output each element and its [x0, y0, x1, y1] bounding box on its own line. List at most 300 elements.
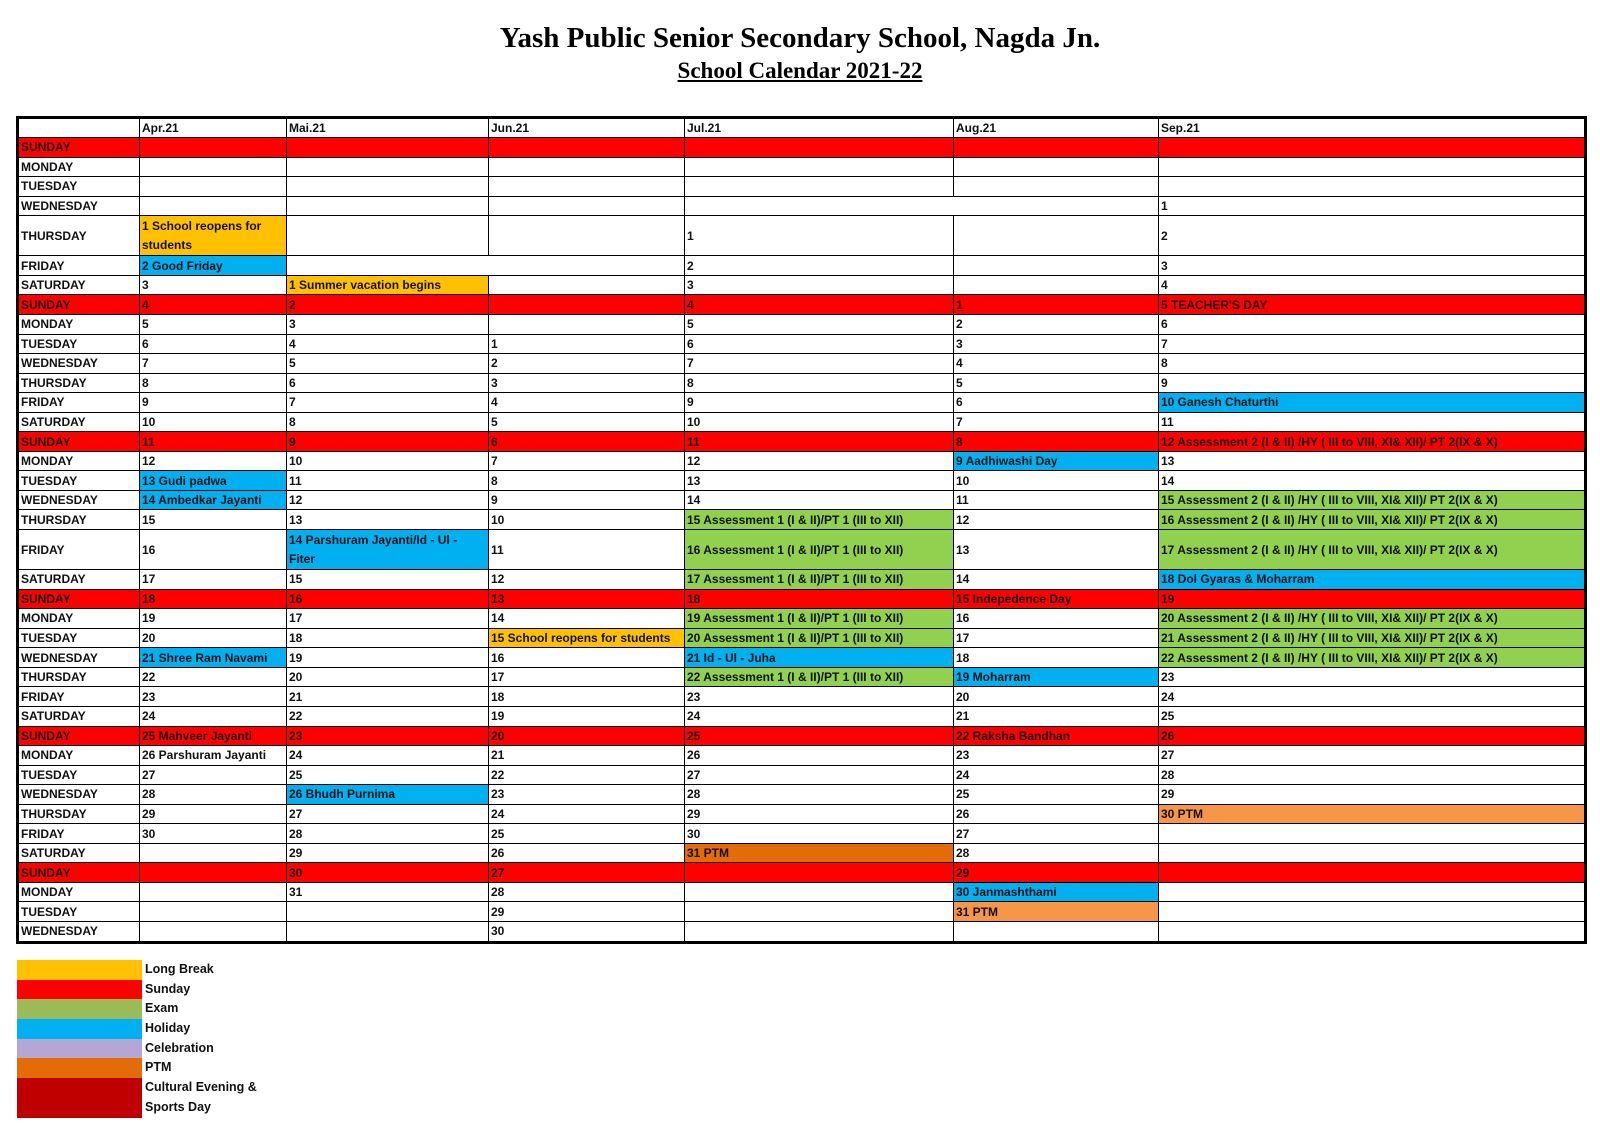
day-cell — [685, 177, 954, 197]
week-day-row — [18, 570, 1586, 590]
day-cell: 3 — [1159, 256, 1586, 276]
day-cell: 23 — [1159, 667, 1586, 687]
day-cell: 11 — [685, 432, 954, 452]
week-day-row — [18, 589, 1586, 609]
weekday-label: MONDAY — [18, 609, 140, 629]
day-cell: 24 — [287, 746, 489, 766]
day-cell: 1 School reopens for students — [140, 216, 287, 256]
day-cell — [489, 157, 685, 177]
day-cell: 5 — [685, 314, 954, 334]
day-cell: 30 — [685, 824, 954, 844]
day-cell: 21 — [287, 687, 489, 707]
day-cell: 1 — [489, 334, 685, 354]
day-cell: 9 — [140, 393, 287, 413]
day-cell: 13 — [1159, 451, 1586, 471]
day-cell: 26 — [1159, 726, 1586, 746]
week-day-row — [18, 921, 1586, 942]
day-cell — [140, 902, 287, 922]
day-cell: 9 — [685, 393, 954, 413]
legend-swatch — [17, 960, 142, 980]
day-cell: 15 Assessment 2 (I & II) /HY ( III to VIII, XI& XII)/ PT 2(IX & X) — [1159, 490, 1586, 510]
weekday-label: TUESDAY — [18, 902, 140, 922]
week-day-row — [18, 196, 1586, 216]
day-cell: 29 — [954, 863, 1159, 883]
week-day-row — [18, 412, 1586, 432]
day-cell: 19 — [489, 706, 685, 726]
day-cell: 6 — [140, 334, 287, 354]
day-cell: 9 Aadhiwashi Day — [954, 451, 1159, 471]
day-cell: 8 — [140, 373, 287, 393]
day-cell: 13 — [954, 529, 1159, 569]
week-day-row — [18, 177, 1586, 197]
day-cell: 23 — [489, 785, 685, 805]
day-cell: 29 — [1159, 785, 1586, 805]
day-cell — [140, 882, 287, 902]
day-cell: 16 — [140, 529, 287, 569]
day-cell — [954, 275, 1159, 295]
day-cell: 25 — [489, 824, 685, 844]
school-title: Yash Public Senior Secondary School, Nagda Jn. — [499, 22, 1101, 54]
day-cell: 24 — [954, 765, 1159, 785]
weekday-label: MONDAY — [18, 746, 140, 766]
day-cell: 13 — [287, 510, 489, 530]
day-cell: 20 — [954, 687, 1159, 707]
week-day-row — [18, 706, 1586, 726]
legend-label: Long Break — [145, 962, 214, 976]
day-cell: 1 — [954, 295, 1159, 315]
day-cell: 17 — [489, 667, 685, 687]
day-cell: 11 — [954, 490, 1159, 510]
day-cell — [489, 196, 685, 216]
day-cell: 3 — [954, 334, 1159, 354]
weekday-label: SATURDAY — [18, 412, 140, 432]
day-cell: 14 Ambedkar Jayanti — [140, 490, 287, 510]
day-cell: 7 — [685, 354, 954, 374]
day-cell: 28 — [287, 824, 489, 844]
day-cell — [1159, 843, 1586, 863]
month-header: Jun.21 — [489, 118, 685, 138]
week-day-row — [18, 667, 1586, 687]
month-header-row — [18, 118, 1586, 138]
day-cell: 15 — [140, 510, 287, 530]
day-cell: 3 — [287, 314, 489, 334]
day-cell: 25 — [954, 785, 1159, 805]
weekday-label: MONDAY — [18, 314, 140, 334]
day-cell — [489, 216, 685, 256]
weekday-label: SATURDAY — [18, 706, 140, 726]
legend-label: Holiday — [145, 1021, 191, 1036]
day-cell: 4 — [287, 334, 489, 354]
day-cell — [489, 295, 685, 315]
day-cell: 31 PTM — [685, 843, 954, 863]
weekday-label: MONDAY — [18, 882, 140, 902]
day-cell: 7 — [287, 393, 489, 413]
weekday-label: TUESDAY — [18, 765, 140, 785]
day-cell: 18 — [287, 628, 489, 648]
day-cell — [954, 256, 1159, 276]
weekday-label: WEDNESDAY — [18, 921, 140, 942]
day-cell: 1 — [1159, 196, 1586, 216]
day-cell — [954, 138, 1159, 158]
day-cell — [140, 921, 287, 942]
day-cell: 7 — [1159, 334, 1586, 354]
day-cell: 28 — [685, 785, 954, 805]
day-cell: 11 — [287, 471, 489, 491]
day-cell — [287, 196, 489, 216]
weekday-label: THURSDAY — [18, 804, 140, 824]
day-cell: 25 — [685, 726, 954, 746]
day-cell: 11 — [489, 529, 685, 569]
day-cell: 4 — [954, 354, 1159, 374]
week-day-row — [18, 510, 1586, 530]
day-cell: 13 — [685, 471, 954, 491]
day-cell: 13 — [489, 589, 685, 609]
week-day-row — [18, 785, 1586, 805]
day-cell: 7 — [954, 412, 1159, 432]
weekday-label: FRIDAY — [18, 824, 140, 844]
day-cell — [1159, 157, 1586, 177]
day-cell: 18 Dol Gyaras & Moharram — [1159, 570, 1586, 590]
weekday-label: TUESDAY — [18, 471, 140, 491]
day-cell: 1 Summer vacation begins — [287, 275, 489, 295]
day-cell: 19 — [287, 648, 489, 668]
day-cell: 30 PTM — [1159, 804, 1586, 824]
day-cell: 18 — [954, 648, 1159, 668]
calendar-table — [16, 116, 1587, 944]
weekday-label: SUNDAY — [18, 589, 140, 609]
day-cell: 28 — [1159, 765, 1586, 785]
weekday-label: THURSDAY — [18, 216, 140, 256]
day-cell — [954, 216, 1159, 256]
weekday-label: SUNDAY — [18, 432, 140, 452]
week-day-row — [18, 354, 1586, 374]
day-cell: 26 — [954, 804, 1159, 824]
day-cell: 18 — [685, 589, 954, 609]
day-cell — [140, 157, 287, 177]
day-cell — [954, 157, 1159, 177]
legend-label: Sunday — [145, 981, 191, 996]
day-cell: 2 Good Friday — [140, 256, 287, 276]
day-cell — [287, 138, 489, 158]
weekday-label: WEDNESDAY — [18, 196, 140, 216]
weekday-label: MONDAY — [18, 157, 140, 177]
day-cell: 21 — [489, 746, 685, 766]
day-cell — [685, 138, 954, 158]
day-cell: 19 Assessment 1 (I & II)/PT 1 (III to XII) — [685, 609, 954, 629]
day-cell: 18 — [140, 589, 287, 609]
legend-label: Exam — [145, 1001, 179, 1016]
weekday-label: SATURDAY — [18, 843, 140, 863]
day-cell — [140, 177, 287, 197]
day-cell: 15 Indepedence Day — [954, 589, 1159, 609]
legend-label: Sports Day — [145, 1099, 211, 1114]
week-day-row — [18, 295, 1586, 315]
weekday-label: SUNDAY — [18, 863, 140, 883]
weekday-label: SUNDAY — [18, 138, 140, 158]
day-cell: 12 Assessment 2 (I & II) /HY ( III to VIII, XI& XII)/ PT 2(IX & X) — [1159, 432, 1586, 452]
day-cell: 28 — [489, 882, 685, 902]
day-cell: 20 Assessment 2 (I & II) /HY ( III to VIII, XI& XII)/ PT 2(IX & X) — [1159, 609, 1586, 629]
day-cell — [685, 902, 954, 922]
day-cell: 2 — [954, 314, 1159, 334]
day-cell: 27 — [1159, 746, 1586, 766]
legend-label: Cultural Evening & — [145, 1080, 257, 1095]
day-cell — [287, 921, 489, 942]
day-cell: 14 — [489, 609, 685, 629]
day-cell: 23 — [287, 726, 489, 746]
day-cell — [685, 882, 954, 902]
day-cell: 22 Raksha Bandhan — [954, 726, 1159, 746]
day-cell: 21 Shree Ram Navami — [140, 648, 287, 668]
day-cell: 5 — [287, 354, 489, 374]
week-day-row — [18, 157, 1586, 177]
day-cell: 4 — [489, 393, 685, 413]
weekday-label: SUNDAY — [18, 726, 140, 746]
day-cell: 22 — [489, 765, 685, 785]
day-cell: 19 — [140, 609, 287, 629]
day-cell: 6 — [685, 334, 954, 354]
day-cell: 10 — [287, 451, 489, 471]
day-cell: 12 — [685, 451, 954, 471]
day-cell: 12 — [489, 570, 685, 590]
week-day-row — [18, 373, 1586, 393]
day-cell: 2 — [1159, 216, 1586, 256]
day-cell: 25 — [287, 765, 489, 785]
header-corner — [18, 118, 140, 138]
day-cell: 2 — [489, 354, 685, 374]
week-day-row — [18, 628, 1586, 648]
week-day-row — [18, 726, 1586, 746]
day-cell: 20 Assessment 1 (I & II)/PT 1 (III to XII) — [685, 628, 954, 648]
day-cell: 26 Bhudh Purnima — [287, 785, 489, 805]
day-cell: 24 — [685, 706, 954, 726]
day-cell: 24 — [140, 706, 287, 726]
day-cell: 10 — [489, 510, 685, 530]
day-cell: 8 — [685, 373, 954, 393]
day-cell — [287, 157, 489, 177]
week-day-row — [18, 609, 1586, 629]
week-day-row — [18, 824, 1586, 844]
day-cell: 10 — [954, 471, 1159, 491]
weekday-label: THURSDAY — [18, 510, 140, 530]
week-day-row — [18, 451, 1586, 471]
day-cell: 21 Assessment 2 (I & II) /HY ( III to VIII, XI& XII)/ PT 2(IX & X) — [1159, 628, 1586, 648]
month-header: Apr.21 — [140, 118, 287, 138]
day-cell: 23 — [140, 687, 287, 707]
day-cell — [287, 177, 489, 197]
day-cell: 23 — [954, 746, 1159, 766]
legend-swatch — [17, 1098, 142, 1118]
day-cell: 11 — [1159, 412, 1586, 432]
day-cell: 9 — [287, 432, 489, 452]
day-cell: 15 — [287, 570, 489, 590]
week-day-row — [18, 687, 1586, 707]
day-cell: 14 Parshuram Jayanti/Id - Ul - Fiter — [287, 529, 489, 569]
day-cell — [287, 256, 685, 276]
day-cell: 27 — [140, 765, 287, 785]
day-cell: 22 — [287, 706, 489, 726]
day-cell — [287, 216, 489, 256]
week-day-row — [18, 216, 1586, 256]
day-cell: 17 Assessment 2 (I & II) /HY ( III to VIII, XI& XII)/ PT 2(IX & X) — [1159, 529, 1586, 569]
day-cell: 30 Janmashthami — [954, 882, 1159, 902]
weekday-label: SUNDAY — [18, 295, 140, 315]
day-cell: 12 — [140, 451, 287, 471]
legend-swatch — [17, 1058, 142, 1078]
day-cell — [954, 177, 1159, 197]
day-cell: 29 — [287, 843, 489, 863]
legend-swatch — [17, 1078, 142, 1098]
day-cell: 30 — [287, 863, 489, 883]
day-cell: 26 Parshuram Jayanti — [140, 746, 287, 766]
weekday-label: WEDNESDAY — [18, 354, 140, 374]
day-cell: 18 — [489, 687, 685, 707]
day-cell: 8 — [287, 412, 489, 432]
month-header: Aug.21 — [954, 118, 1159, 138]
week-day-row — [18, 432, 1586, 452]
week-day-row — [18, 863, 1586, 883]
day-cell: 28 — [954, 843, 1159, 863]
day-cell: 10 Ganesh Chaturthi — [1159, 393, 1586, 413]
week-day-row — [18, 393, 1586, 413]
day-cell: 27 — [287, 804, 489, 824]
day-cell — [489, 275, 685, 295]
day-cell — [140, 196, 287, 216]
day-cell: 17 — [954, 628, 1159, 648]
day-cell: 4 — [1159, 275, 1586, 295]
day-cell — [1159, 902, 1586, 922]
weekday-label: SATURDAY — [18, 275, 140, 295]
day-cell: 8 — [954, 432, 1159, 452]
day-cell: 14 — [954, 570, 1159, 590]
week-day-row — [18, 804, 1586, 824]
legend-swatch — [17, 1019, 142, 1039]
legend-swatch — [17, 1039, 142, 1059]
day-cell: 26 — [685, 746, 954, 766]
weekday-label: MONDAY — [18, 451, 140, 471]
day-cell: 14 — [685, 490, 954, 510]
day-cell: 12 — [954, 510, 1159, 530]
day-cell: 22 Assessment 1 (I & II)/PT 1 (III to XII) — [685, 667, 954, 687]
day-cell: 29 — [140, 804, 287, 824]
weekday-label: THURSDAY — [18, 667, 140, 687]
day-cell: 24 — [489, 804, 685, 824]
weekday-label: FRIDAY — [18, 529, 140, 569]
day-cell: 16 Assessment 2 (I & II) /HY ( III to VIII, XI& XII)/ PT 2(IX & X) — [1159, 510, 1586, 530]
day-cell: 3 — [140, 275, 287, 295]
day-cell: 24 — [1159, 687, 1586, 707]
day-cell: 10 — [140, 412, 287, 432]
weekday-label: FRIDAY — [18, 393, 140, 413]
day-cell — [685, 863, 954, 883]
day-cell: 6 — [954, 393, 1159, 413]
day-cell: 15 School reopens for students — [489, 628, 685, 648]
day-cell: 15 Assessment 1 (I & II)/PT 1 (III to XII) — [685, 510, 954, 530]
day-cell: 31 PTM — [954, 902, 1159, 922]
weekday-label: SATURDAY — [18, 570, 140, 590]
week-day-row — [18, 843, 1586, 863]
day-cell: 6 — [489, 432, 685, 452]
day-cell: 11 — [140, 432, 287, 452]
day-cell — [1159, 138, 1586, 158]
month-header: Sep.21 — [1159, 118, 1586, 138]
day-cell: 20 — [287, 667, 489, 687]
day-cell: 5 TEACHER'S DAY — [1159, 295, 1586, 315]
legend-label: PTM — [145, 1060, 172, 1075]
weekday-label: TUESDAY — [18, 177, 140, 197]
weekday-label: TUESDAY — [18, 628, 140, 648]
day-cell: 25 Mahveer Jayanti — [140, 726, 287, 746]
day-cell: 2 — [287, 295, 489, 315]
day-cell: 16 — [954, 609, 1159, 629]
day-cell: 8 — [489, 471, 685, 491]
day-cell: 8 — [1159, 354, 1586, 374]
day-cell: 5 — [140, 314, 287, 334]
day-cell: 23 — [685, 687, 954, 707]
day-cell: 17 — [140, 570, 287, 590]
day-cell: 30 — [489, 921, 685, 942]
week-day-row — [18, 138, 1586, 158]
week-day-row — [18, 471, 1586, 491]
day-cell — [1159, 824, 1586, 844]
day-cell: 17 Assessment 1 (I & II)/PT 1 (III to XII) — [685, 570, 954, 590]
day-cell — [489, 138, 685, 158]
day-cell — [685, 157, 954, 177]
day-cell: 26 — [489, 843, 685, 863]
day-cell — [685, 196, 1159, 216]
day-cell: 10 — [685, 412, 954, 432]
day-cell: 9 — [1159, 373, 1586, 393]
day-cell — [1159, 921, 1586, 942]
day-cell: 20 — [489, 726, 685, 746]
legend-label: Celebration — [145, 1040, 214, 1055]
month-header: Mai.21 — [287, 118, 489, 138]
weekday-label: WEDNESDAY — [18, 648, 140, 668]
day-cell: 12 — [287, 490, 489, 510]
day-cell: 17 — [287, 609, 489, 629]
day-cell: 27 — [489, 863, 685, 883]
day-cell — [489, 314, 685, 334]
day-cell: 16 Assessment 1 (I & II)/PT 1 (III to XII) — [685, 529, 954, 569]
week-day-row — [18, 529, 1586, 569]
day-cell: 30 — [140, 824, 287, 844]
weekday-label: FRIDAY — [18, 256, 140, 276]
day-cell: 7 — [489, 451, 685, 471]
day-cell: 3 — [685, 275, 954, 295]
day-cell: 28 — [140, 785, 287, 805]
weekday-label: TUESDAY — [18, 334, 140, 354]
weekday-label: THURSDAY — [18, 373, 140, 393]
day-cell: 1 — [685, 216, 954, 256]
day-cell: 31 — [287, 882, 489, 902]
day-cell: 3 — [489, 373, 685, 393]
day-cell: 5 — [954, 373, 1159, 393]
day-cell: 4 — [140, 295, 287, 315]
day-cell: 19 — [1159, 589, 1586, 609]
day-cell — [1159, 863, 1586, 883]
week-day-row — [18, 314, 1586, 334]
day-cell: 19 Moharram — [954, 667, 1159, 687]
day-cell — [140, 863, 287, 883]
day-cell — [685, 921, 954, 942]
day-cell: 4 — [685, 295, 954, 315]
calendar-body — [18, 138, 1586, 943]
day-cell: 14 — [1159, 471, 1586, 491]
week-day-row — [18, 648, 1586, 668]
legend-swatch — [17, 980, 142, 1000]
weekday-label: WEDNESDAY — [18, 490, 140, 510]
week-day-row — [18, 746, 1586, 766]
